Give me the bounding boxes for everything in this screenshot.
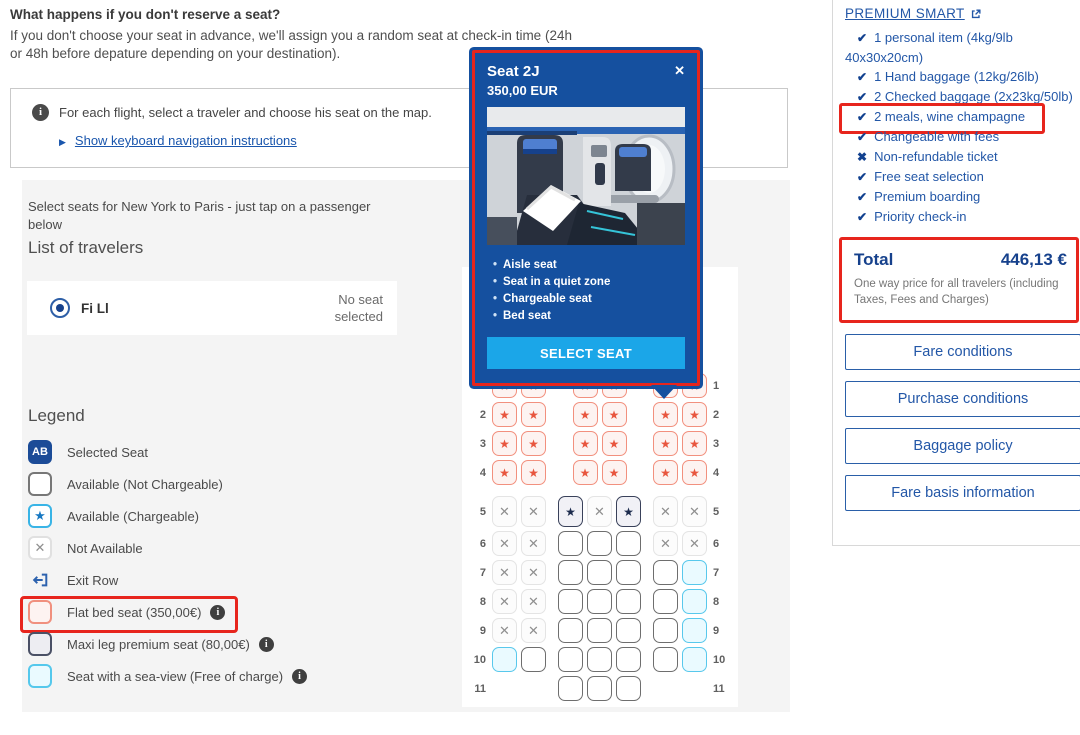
info-icon: i bbox=[32, 104, 49, 121]
seat[interactable] bbox=[682, 431, 707, 456]
seat-glyph: ✕ bbox=[689, 504, 700, 519]
seat-glyph: ✕ bbox=[499, 594, 510, 609]
seat-group-left bbox=[492, 402, 546, 427]
seat-group-middle bbox=[558, 589, 641, 614]
seat[interactable] bbox=[521, 431, 546, 456]
traveler-card[interactable] bbox=[27, 281, 397, 335]
legend-item-label: Flat bed seat (350,00€) bbox=[67, 604, 202, 620]
seat[interactable] bbox=[602, 402, 627, 427]
seat bbox=[521, 560, 546, 585]
seat[interactable] bbox=[573, 402, 598, 427]
seat-glyph: ★ bbox=[689, 436, 700, 451]
seat-group-middle bbox=[558, 531, 641, 556]
info-icon[interactable]: i bbox=[292, 669, 307, 684]
legend-item bbox=[28, 532, 307, 564]
seat-group-right bbox=[653, 676, 707, 701]
seat[interactable] bbox=[653, 431, 678, 456]
select-seat-button[interactable]: SELECT SEAT bbox=[487, 337, 685, 369]
seat-glyph: ✕ bbox=[594, 504, 605, 519]
seat-glyph: ✕ bbox=[689, 536, 700, 551]
seat-group-left bbox=[492, 560, 546, 585]
seat[interactable] bbox=[616, 531, 641, 556]
row-number: 1 bbox=[713, 379, 720, 392]
seat-glyph: ★ bbox=[579, 407, 591, 422]
seat bbox=[682, 496, 707, 527]
row-number: 6 bbox=[479, 537, 486, 550]
bullet-icon: • bbox=[492, 276, 498, 288]
seat bbox=[492, 560, 517, 585]
seat[interactable] bbox=[682, 647, 707, 672]
total-label: Total bbox=[854, 250, 894, 269]
seat-group-left bbox=[492, 647, 546, 672]
row-number: 7 bbox=[479, 566, 486, 579]
legend-items bbox=[28, 436, 307, 692]
seat[interactable] bbox=[602, 431, 627, 456]
seat-glyph: ★ bbox=[608, 407, 620, 422]
popup-seat-title: Seat 2J bbox=[487, 63, 540, 80]
seat-glyph: ★ bbox=[528, 407, 539, 422]
row-number: 11 bbox=[474, 682, 486, 695]
popup-feature: • Bed seat bbox=[487, 308, 685, 325]
seat[interactable] bbox=[653, 460, 678, 485]
seat[interactable] bbox=[616, 496, 641, 527]
check-icon: ✔ bbox=[857, 110, 868, 124]
seat-glyph: ✕ bbox=[528, 623, 539, 638]
traveler-radio[interactable] bbox=[50, 298, 70, 318]
check-icon: ✔ bbox=[857, 90, 868, 104]
check-icon: ✔ bbox=[857, 70, 868, 84]
legend-item-label: Not Available bbox=[67, 540, 143, 556]
seat[interactable] bbox=[587, 589, 612, 614]
seat bbox=[653, 531, 678, 556]
seat-row bbox=[473, 618, 726, 643]
row-number: 3 bbox=[713, 437, 720, 450]
fare-feature: ✔ Premium boarding bbox=[857, 189, 981, 204]
seat-row bbox=[473, 531, 726, 556]
seat[interactable] bbox=[653, 618, 678, 643]
seat-row bbox=[473, 496, 726, 527]
seat[interactable] bbox=[521, 460, 546, 485]
seat-group-right bbox=[653, 618, 707, 643]
row-number: 4 bbox=[713, 466, 720, 479]
seat-glyph: ★ bbox=[528, 465, 539, 480]
not-available-icon: ✕ bbox=[28, 536, 52, 560]
seat-group-middle bbox=[558, 560, 641, 585]
seat-group-middle bbox=[558, 618, 641, 643]
seat-glyph: ✕ bbox=[660, 504, 671, 519]
seat-glyph: ★ bbox=[565, 504, 576, 519]
travelers-title: List of travelers bbox=[28, 238, 144, 257]
seat[interactable] bbox=[558, 496, 583, 527]
seat-rows bbox=[473, 373, 726, 705]
exit-row-icon bbox=[28, 571, 52, 589]
seat bbox=[521, 531, 546, 556]
bullet-icon: • bbox=[492, 310, 498, 322]
seat-group-right bbox=[653, 560, 707, 585]
traveler-name: Fi Ll bbox=[81, 301, 109, 316]
seat[interactable] bbox=[492, 460, 517, 485]
fare-feature: ✔ 1 personal item (4kg/9lb 40x30x20cm) bbox=[845, 30, 1013, 65]
seat[interactable] bbox=[492, 402, 517, 427]
seat-group-middle bbox=[558, 676, 641, 701]
legend-item-label: Available (Chargeable) bbox=[67, 508, 200, 524]
seat-group-right bbox=[653, 589, 707, 614]
seat-glyph: ✕ bbox=[499, 536, 510, 551]
maxileg-seat-icon bbox=[28, 632, 52, 656]
seat-row bbox=[473, 676, 726, 701]
row-number: 8 bbox=[713, 595, 720, 608]
popup-feature: • Chargeable seat bbox=[487, 291, 685, 308]
seat[interactable] bbox=[558, 560, 583, 585]
row-number: 2 bbox=[713, 408, 720, 421]
seat[interactable] bbox=[653, 647, 678, 672]
fare-feature: ✔ Changeable with fees bbox=[857, 129, 1000, 144]
seat[interactable] bbox=[682, 402, 707, 427]
check-icon: ✔ bbox=[857, 170, 868, 184]
check-icon: ✔ bbox=[857, 190, 868, 204]
seat-group-right bbox=[653, 496, 707, 527]
seat-group-middle bbox=[558, 460, 641, 485]
legend-item-label: Seat with a sea-view (Free of charge) bbox=[67, 668, 284, 684]
legend-item bbox=[28, 628, 307, 660]
seat[interactable] bbox=[682, 560, 707, 585]
seat bbox=[682, 531, 707, 556]
check-icon: ✔ bbox=[857, 210, 868, 224]
seat-glyph: ✕ bbox=[499, 504, 510, 519]
fare-feature: ✔ 2 meals, wine champagne bbox=[845, 107, 1080, 127]
external-link-icon bbox=[970, 8, 982, 20]
seat-row bbox=[473, 431, 726, 456]
check-icon: ✔ bbox=[857, 130, 868, 144]
cross-icon: ✖ bbox=[857, 150, 868, 164]
seat-glyph: ★ bbox=[623, 504, 634, 519]
seat-glyph: ★ bbox=[579, 436, 591, 451]
seat-group-left bbox=[492, 531, 546, 556]
seat-glyph: ✕ bbox=[528, 565, 539, 580]
seat-group-left bbox=[492, 496, 546, 527]
row-number: 7 bbox=[713, 566, 720, 579]
info-icon[interactable]: i bbox=[259, 637, 274, 652]
seat bbox=[492, 589, 517, 614]
seat-row bbox=[473, 560, 726, 585]
fare-basis-information-button[interactable]: Fare basis information bbox=[845, 475, 1080, 511]
keyboard-instructions-link[interactable]: ▶ Show keyboard navigation instructions bbox=[59, 133, 297, 148]
seat-group-middle bbox=[558, 431, 641, 456]
chargeable-seat-icon: ★ bbox=[28, 504, 52, 528]
legend-item-label: Selected Seat bbox=[67, 444, 148, 460]
seat-glyph: ★ bbox=[689, 407, 700, 422]
popup-arrow bbox=[651, 385, 677, 399]
seat-glyph: ✕ bbox=[528, 536, 539, 551]
seat[interactable] bbox=[682, 589, 707, 614]
total-amount: 446,13 € bbox=[1000, 250, 1067, 269]
row-number: 9 bbox=[713, 624, 720, 637]
legend-item bbox=[28, 596, 307, 628]
sidebar-buttons bbox=[845, 334, 1080, 511]
seat[interactable] bbox=[587, 676, 612, 701]
seat-glyph: ★ bbox=[579, 465, 591, 480]
row-number: 9 bbox=[479, 624, 486, 637]
purchase-conditions-button[interactable]: Purchase conditions bbox=[845, 381, 1080, 417]
fare-feature: ✔ Priority check-in bbox=[857, 209, 967, 224]
page-description: If you don't choose your seat in advance, we'll assign you a random seat at check-in time (24h or 48h before depature depending on your destination). bbox=[10, 28, 572, 61]
row-number: 5 bbox=[479, 505, 486, 518]
seat bbox=[521, 618, 546, 643]
row-number: 10 bbox=[713, 653, 726, 666]
legend-item bbox=[28, 660, 307, 692]
seat-group-left bbox=[492, 676, 546, 701]
popup-seat-price: 350,00 EUR bbox=[487, 83, 558, 98]
seat-group-right bbox=[653, 460, 707, 485]
seat[interactable] bbox=[602, 460, 627, 485]
legend-item bbox=[28, 436, 307, 468]
seat-glyph: ✕ bbox=[528, 504, 539, 519]
row-number: 5 bbox=[713, 505, 720, 518]
seaview-seat-icon bbox=[28, 664, 52, 688]
seat bbox=[653, 496, 678, 527]
seat[interactable] bbox=[558, 676, 583, 701]
fare-name-link[interactable]: PREMIUM SMART bbox=[845, 6, 982, 21]
row-number: 6 bbox=[713, 537, 720, 550]
seat[interactable] bbox=[573, 431, 598, 456]
seat[interactable] bbox=[587, 560, 612, 585]
seat-group-middle bbox=[558, 402, 641, 427]
flatbed-seat-icon bbox=[28, 600, 52, 624]
seat-popup bbox=[472, 50, 700, 386]
row-number: 4 bbox=[479, 466, 486, 479]
select-seats-instruction: Select seats for New York to Paris - just tap on a passenger below bbox=[28, 199, 371, 232]
seat-glyph: ★ bbox=[499, 407, 510, 422]
seat-row bbox=[473, 460, 726, 485]
seat-group-left bbox=[492, 431, 546, 456]
seat-glyph: ✕ bbox=[660, 536, 671, 551]
seat[interactable] bbox=[653, 402, 678, 427]
seat[interactable] bbox=[558, 531, 583, 556]
seat bbox=[492, 496, 517, 527]
seat-glyph: ★ bbox=[660, 465, 671, 480]
expand-triangle-icon: ▶ bbox=[59, 137, 66, 147]
fare-feature: ✔ 1 Hand baggage (12kg/26lb) bbox=[857, 69, 1039, 84]
seat-row bbox=[473, 647, 726, 672]
seat[interactable] bbox=[682, 460, 707, 485]
popup-feature: • Seat in a quiet zone bbox=[487, 274, 685, 291]
baggage-policy-button[interactable]: Baggage policy bbox=[845, 428, 1080, 464]
seat-glyph: ★ bbox=[528, 436, 539, 451]
seat-status: No seat selected bbox=[334, 292, 383, 324]
fare-feature-list bbox=[845, 28, 1080, 227]
seat[interactable] bbox=[558, 589, 583, 614]
row-number: 10 bbox=[473, 653, 486, 666]
seat bbox=[492, 618, 517, 643]
fare-conditions-button[interactable]: Fare conditions bbox=[845, 334, 1080, 370]
row-number: 3 bbox=[479, 437, 486, 450]
bullet-icon: • bbox=[492, 259, 498, 271]
seat-glyph: ★ bbox=[499, 465, 510, 480]
seat[interactable] bbox=[653, 589, 678, 614]
seat[interactable] bbox=[616, 560, 641, 585]
fare-feature: ✔ Free seat selection bbox=[857, 169, 984, 184]
seat[interactable] bbox=[558, 647, 583, 672]
seat[interactable] bbox=[587, 531, 612, 556]
seat[interactable] bbox=[653, 560, 678, 585]
seat-group-middle bbox=[558, 647, 641, 672]
seat-group-right bbox=[653, 647, 707, 672]
seat bbox=[521, 589, 546, 614]
info-box-text: For each flight, select a traveler and choose his seat on the map. bbox=[59, 105, 432, 120]
legend-item bbox=[28, 468, 307, 500]
seat[interactable] bbox=[492, 431, 517, 456]
available-seat-icon bbox=[28, 472, 52, 496]
page-title: What happens if you don't reserve a seat? bbox=[10, 7, 281, 22]
row-number: 11 bbox=[713, 682, 725, 695]
seat-row bbox=[473, 589, 726, 614]
total-note: One way price for all travelers (including Taxes, Fees and Charges) bbox=[854, 278, 1059, 306]
seat-glyph: ★ bbox=[608, 465, 620, 480]
seat[interactable] bbox=[587, 618, 612, 643]
seat bbox=[587, 496, 612, 527]
row-number: 8 bbox=[479, 595, 486, 608]
seat bbox=[521, 496, 546, 527]
seat-photo bbox=[487, 107, 685, 245]
seat-glyph: ✕ bbox=[499, 565, 510, 580]
seat[interactable] bbox=[573, 460, 598, 485]
seat[interactable] bbox=[521, 402, 546, 427]
popup-feature: • Aisle seat bbox=[487, 257, 685, 274]
seat-row bbox=[473, 402, 726, 427]
seat-group-middle bbox=[558, 496, 641, 527]
seat[interactable] bbox=[558, 618, 583, 643]
seat-glyph: ✕ bbox=[499, 623, 510, 638]
seat[interactable] bbox=[682, 618, 707, 643]
seat-group-left bbox=[492, 618, 546, 643]
check-icon: ✔ bbox=[857, 31, 868, 45]
seat-glyph: ★ bbox=[499, 436, 510, 451]
seat-group-right bbox=[653, 431, 707, 456]
seat[interactable] bbox=[616, 618, 641, 643]
seat[interactable] bbox=[587, 647, 612, 672]
selected-seat-icon: AB bbox=[28, 440, 52, 464]
seat bbox=[492, 531, 517, 556]
close-icon[interactable]: ✕ bbox=[674, 63, 685, 78]
fare-summary-sidebar bbox=[832, 0, 1080, 546]
legend-item bbox=[28, 500, 307, 532]
legend-title: Legend bbox=[28, 406, 85, 425]
seat[interactable] bbox=[492, 647, 517, 672]
legend-item bbox=[28, 564, 307, 596]
seat-group-left bbox=[492, 589, 546, 614]
seat-glyph: ★ bbox=[660, 436, 671, 451]
seat-group-right bbox=[653, 402, 707, 427]
info-icon[interactable]: i bbox=[210, 605, 225, 620]
radio-dot bbox=[56, 304, 64, 312]
seat-group-left bbox=[492, 460, 546, 485]
legend-item-label: Maxi leg premium seat (80,00€) bbox=[67, 636, 250, 652]
seat[interactable] bbox=[521, 647, 546, 672]
seat[interactable] bbox=[616, 647, 641, 672]
popup-feature-list bbox=[487, 257, 685, 325]
seat-glyph: ★ bbox=[660, 407, 671, 422]
seat[interactable] bbox=[616, 676, 641, 701]
seat-glyph: ✕ bbox=[528, 594, 539, 609]
fare-feature: ✖ Non-refundable ticket bbox=[857, 149, 998, 164]
seat-glyph: ★ bbox=[689, 465, 700, 480]
legend-item-label: Exit Row bbox=[67, 572, 119, 588]
fare-feature: ✔ 2 Checked baggage (2x23kg/50lb) bbox=[857, 89, 1073, 104]
bullet-icon: • bbox=[492, 293, 498, 305]
row-number: 2 bbox=[479, 408, 486, 421]
seat-group-right bbox=[653, 531, 707, 556]
seat-glyph: ★ bbox=[608, 436, 620, 451]
total-box bbox=[839, 237, 1079, 323]
seat[interactable] bbox=[616, 589, 641, 614]
legend-item-label: Available (Not Chargeable) bbox=[67, 476, 223, 492]
